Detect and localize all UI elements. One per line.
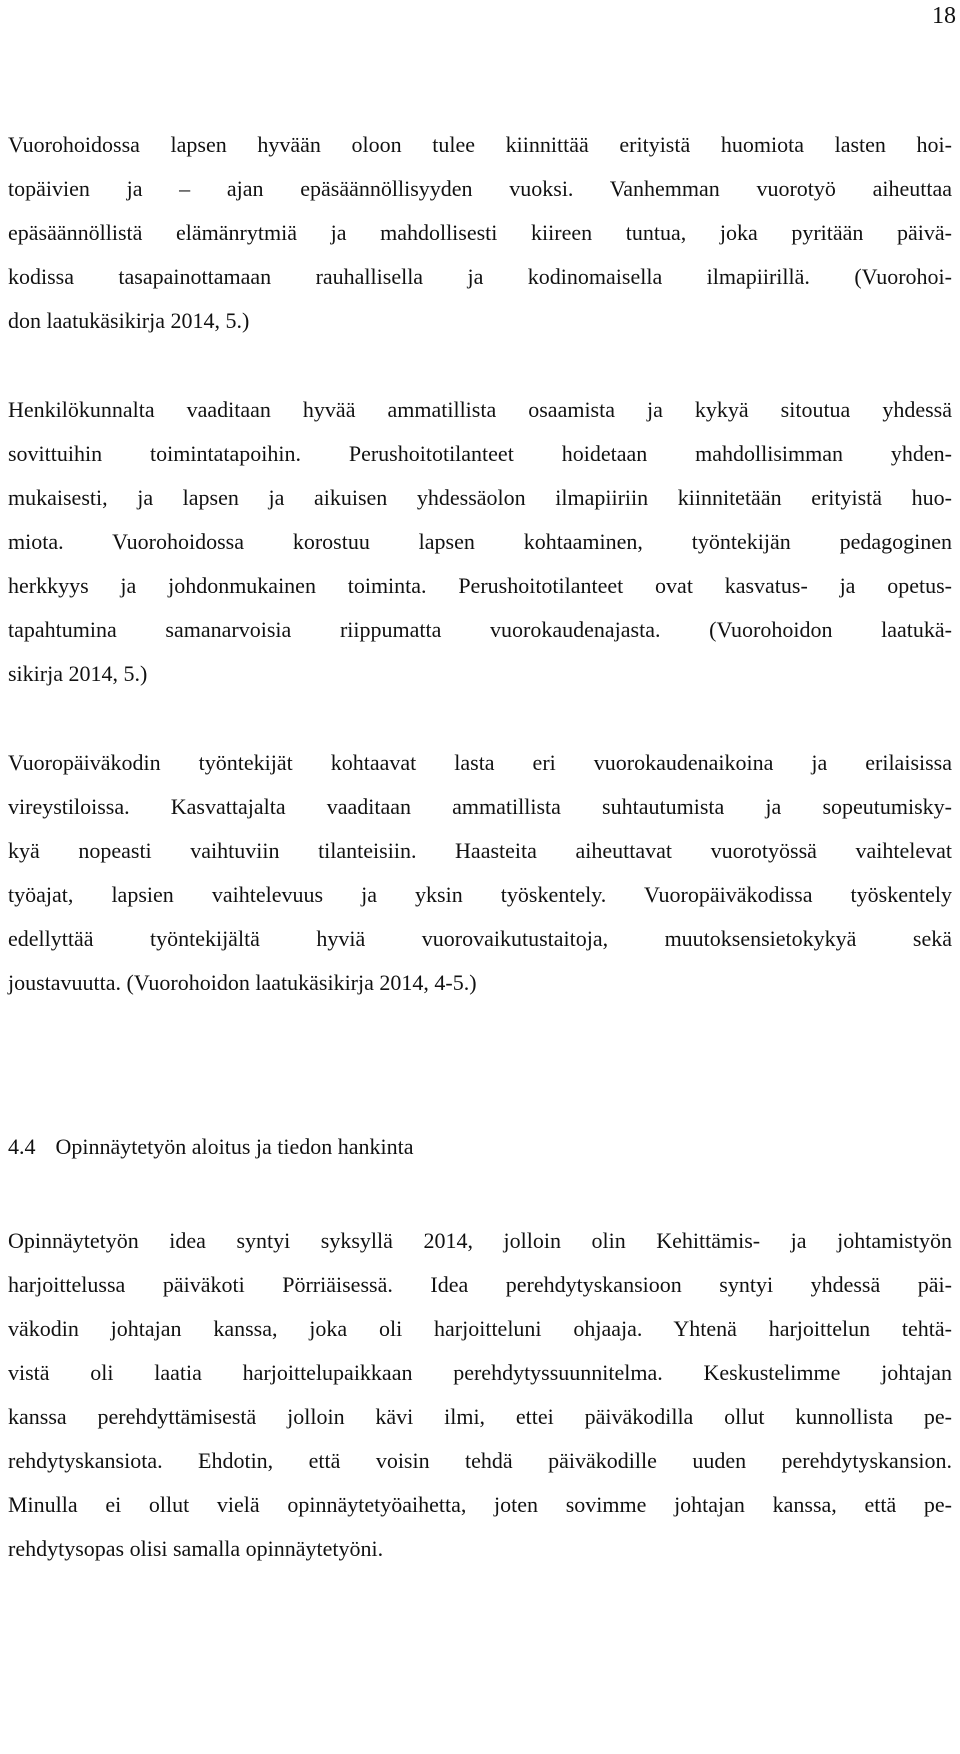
text-line: vireystiloissa. Kasvattajalta vaaditaan ammatillista suhtautumista ja sopeutumisky- xyxy=(8,794,952,819)
text-line: topäivien ja – ajan epäsäännöllisyyden vuoksi. Vanhemman vuorotyö aiheuttaa xyxy=(8,176,952,201)
text-line: don laatukäsikirja 2014, 5.) xyxy=(8,308,250,333)
text-line: tapahtumina samanarvoisia riippumatta vuorokaudenajasta. (Vuorohoidon laatukä- xyxy=(8,617,952,642)
text-line: kyä nopeasti vaihtuviin tilanteisiin. Haasteita aiheuttavat vuorotyössä vaihtelevat xyxy=(8,838,952,863)
text-line: joustavuutta. (Vuorohoidon laatukäsikirja 2014, 4-5.) xyxy=(8,970,477,995)
text-line: Vuoropäiväkodin työntekijät kohtaavat lasta eri vuorokaudenaikoina ja erilaisissa xyxy=(8,750,952,775)
text-line: herkkyys ja johdonmukainen toiminta. Perushoitotilanteet ovat kasvatus- ja opetus- xyxy=(8,573,952,598)
text-line: Henkilökunnalta vaaditaan hyvää ammatillista osaamista ja kykyä sitoutua yhdessä xyxy=(8,397,952,422)
section-title: Opinnäytetyön aloitus ja tiedon hankinta xyxy=(55,1134,414,1159)
text-line: työajat, lapsien vaihtelevuus ja yksin työskentely. Vuoropäiväkodissa työskentely xyxy=(8,882,952,907)
text-line: rehdytysopas olisi samalla opinnäytetyöni. xyxy=(8,1536,384,1561)
text-line: vistä oli laatia harjoittelupaikkaan perehdytyssuunnitelma. Keskustelimme johtajan xyxy=(8,1360,952,1385)
text-line: sikirja 2014, 5.) xyxy=(8,661,148,686)
text-line: edellyttää työntekijältä hyviä vuorovaikutustaitoja, muutoksensietokykyä sekä xyxy=(8,926,952,951)
section-number: 4.4 xyxy=(8,1134,36,1159)
text-line: Vuorohoidossa lapsen hyvään oloon tulee kiinnittää erityistä huomiota lasten hoi- xyxy=(8,132,952,157)
text-line: sovittuihin toimintatapoihin. Perushoitotilanteet hoidetaan mahdollisimman yhden- xyxy=(8,441,952,466)
text-line: Minulla ei ollut vielä opinnäytetyöaihetta, joten sovimme johtajan kanssa, että pe- xyxy=(8,1492,952,1517)
page-number: 18 xyxy=(932,3,956,29)
text-line: mukaisesti, ja lapsen ja aikuisen yhdessäolon ilmapiiriin kiinnitetään erityistä huo- xyxy=(8,485,952,510)
text-line: kodissa tasapainottamaan rauhallisella ja kodinomaisella ilmapiirillä. (Vuorohoi- xyxy=(8,264,952,289)
text-line: väkodin johtajan kanssa, joka oli harjoitteluni ohjaaja. Yhtenä harjoittelun tehtä- xyxy=(8,1316,952,1341)
text-line: harjoittelussa päiväkoti Pörriäisessä. Idea perehdytyskansioon syntyi yhdessä päi- xyxy=(8,1272,952,1297)
text-line: kanssa perehdyttämisestä jolloin kävi ilmi, ettei päiväkodilla ollut kunnollista pe- xyxy=(8,1404,952,1429)
text-line: rehdytyskansiota. Ehdotin, että voisin tehdä päiväkodille uuden perehdytyskansion. xyxy=(8,1448,952,1473)
text-line: Opinnäytetyön idea syntyi syksyllä 2014, jolloin olin Kehittämis- ja johtamistyön xyxy=(8,1228,952,1253)
text-line: epäsäännöllistä elämänrytmiä ja mahdollisesti kiireen tuntua, joka pyritään päivä- xyxy=(8,220,952,245)
section-heading xyxy=(8,1133,414,1161)
text-line: miota. Vuorohoidossa korostuu lapsen kohtaaminen, työntekijän pedagoginen xyxy=(8,529,952,554)
